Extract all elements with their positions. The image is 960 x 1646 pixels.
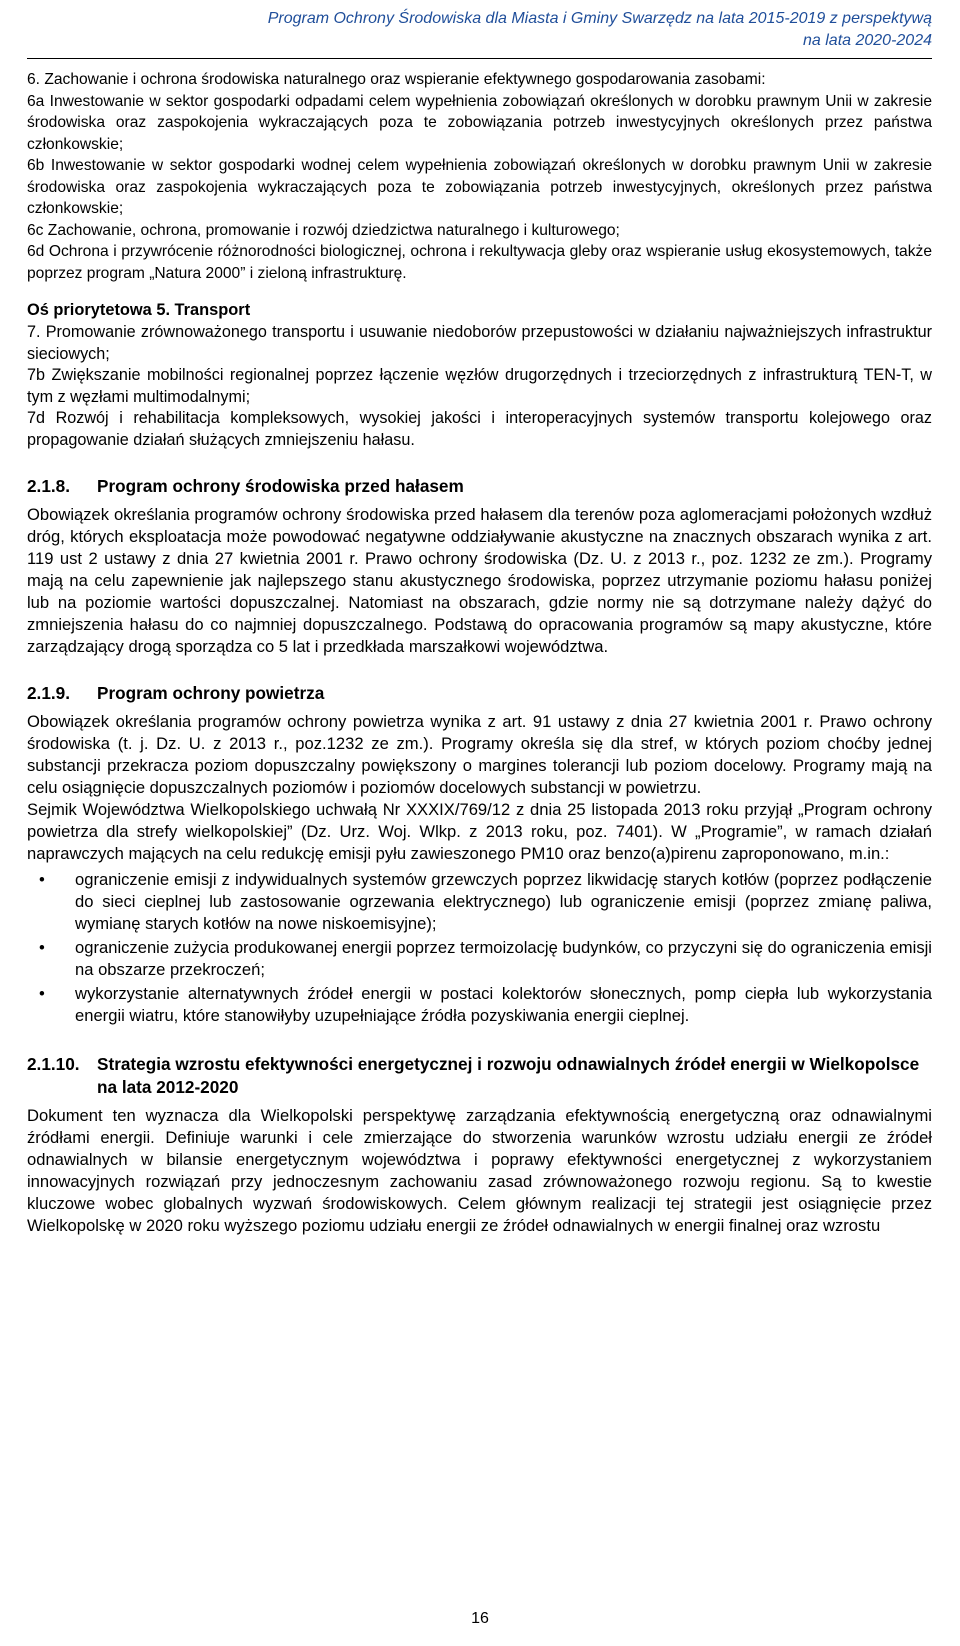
list-item-6c: 6c Zachowanie, ochrona, promowanie i rozwój dziedzictwa naturalnego i kulturowego; xyxy=(27,221,620,239)
section-number: 2.1.8. xyxy=(27,476,71,496)
list-item xyxy=(27,983,932,1027)
list-item-7d: 7d Rozwój i rehabilitacja kompleksowych, wysokiej jakości i interoperacyjnych systemów transportu kolejowego oraz propagowanie działań służących zmniejszeniu hałasu. xyxy=(27,409,932,449)
section-heading xyxy=(27,1053,932,1099)
section-title: Program ochrony środowiska przed hałasem xyxy=(97,476,464,496)
header-line-1: Program Ochrony Środowiska dla Miasta i Gminy Swarzędz na lata 2015-2019 z perspektywą xyxy=(267,10,932,27)
section-2-1-10 xyxy=(27,1053,932,1237)
section-body: Obowiązek określania programów ochrony środowiska przed hałasem dla terenów poza aglomeracjami położonych wzdłuż dróg, których eksploatacja może powodować negatywne oddziaływanie akustyczne na znacznych obszarach wynika z art. 119 ust 2 ustawy z dnia 27 kwietnia 2001 r. Prawo ochrony środowiska (Dz. U. z 2013 r., poz. 1232 ze zm.). Programy mają na celu zapewnienie jak najlepszego stanu akustycznego środowiska, poprzez utrzymanie poziomu hałasu poniżej lub na poziomie wartości dopuszczalnej. Natomiast na obszarach, gdzie normy nie są dotrzymane należy dążyć do zmniejszenia hałasu do co najmniej dopuszczalnego. Podstawą do opracowania programów są mapy akustyczne, które zarządzający drogą sporządza co 5 lat i przedkłada marszałkowi województwa. xyxy=(27,505,932,656)
list-item xyxy=(27,937,932,981)
list-item-6d: 6d Ochrona i przywrócenie różnorodności biologicznej, ochrona i rekultywacja gleby oraz wspieranie usług ekosystemowych, także poprzez program „Natura 2000” i zieloną infrastrukturę. xyxy=(27,243,932,282)
list-item-7b: 7b Zwiększanie mobilności regionalnej poprzez łączenie węzłów drugorzędnych i trzeciorzędnych z infrastrukturą TEN-T, w tym z węzłami multimodalnymi; xyxy=(27,366,932,406)
list-item xyxy=(27,869,932,935)
section-2-1-8 xyxy=(27,475,932,658)
section-title: Strategia wzrostu efektywności energetycznej i rozwoju odnawialnych źródeł energii w Wielkopolsce na lata 2012-2020 xyxy=(97,1054,920,1097)
section-number: 2.1.9. xyxy=(27,683,71,703)
page-number: 16 xyxy=(471,1610,489,1627)
section-body-paragraph-2: Sejmik Województwa Wielkopolskiego uchwałą Nr XXXIX/769/12 z dnia 25 listopada 2013 roku przyjął „Program ochrony powietrza dla strefy wielkopolskiej” (Dz. Urz. Woj. Wlkp. z 2013 roku, poz. 7401). W „Programie”, w ramach działań naprawczych mających na celu redukcję emisji pyłu zawieszonego PM10 oraz benzo(a)pirenu zaproponowano, m.in.: xyxy=(27,800,932,863)
bullet-icon: • xyxy=(39,984,45,1003)
section-heading xyxy=(27,682,932,705)
list-item-6b: 6b Inwestowanie w sektor gospodarki wodnej celem wypełnienia zobowiązań określonych w dorobku prawnym Unii w zakresie środowiska oraz zaspokojenia wykraczających poza te zobowiązania potrzeb inwestycyjnych, określonych przez państwa członkowskie; xyxy=(27,157,932,217)
section-heading xyxy=(27,475,932,498)
bullet-icon: • xyxy=(39,870,45,889)
section-body-paragraph-1: Obowiązek określania programów ochrony powietrza wynika z art. 91 ustawy z dnia 27 kwietnia 2001 r. Prawo ochrony środowiska (t. j. Dz. U. z 2013 r., poz.1232 ze zm.). Programy określa się dla stref, w których poziom choćby jednej substancji przekracza poziom dopuszczalny powiększony o margines tolerancji lub poziom docelowy. Programy mają na celu osiągnięcie dopuszczalnych poziomów i poziomów docelowych substancji w powietrzu. xyxy=(27,712,932,797)
priority-axis-title: Oś priorytetowa 5. Transport xyxy=(27,301,251,319)
measures-list xyxy=(27,869,932,1027)
list-item-text: wykorzystanie alternatywnych źródeł energii w postaci kolektorów słonecznych, pomp ciepła lub wykorzystania energii wiatru, które stanowiłyby uzupełniające źródła pozyskiwania energii cieplnej. xyxy=(75,984,932,1025)
bullet-icon: • xyxy=(39,938,45,957)
running-header xyxy=(27,0,932,52)
list-item-6: 6. Zachowanie i ochrona środowiska naturalnego oraz wspieranie efektywnego gospodarowania zasobami: xyxy=(27,71,766,88)
list-item-text: ograniczenie emisji z indywidualnych systemów grzewczych poprzez likwidację starych kotłów (poprzez podłączenie do sieci cieplnej lub zastosowanie ogrzewania elektrycznego) lub ograniczenie emisji (poprzez zmianę paliwa, wymianę starych kotłów na nowe niskoemisyjne); xyxy=(75,870,932,933)
section-title: Program ochrony powietrza xyxy=(97,683,325,703)
header-line-2: na lata 2020-2024 xyxy=(803,32,932,49)
priority-list xyxy=(27,69,932,284)
header-divider xyxy=(27,58,932,59)
list-item-6a: 6a Inwestowanie w sektor gospodarki odpadami celem wypełnienia zobowiązań określonych w dorobku prawnym Unii w zakresie środowiska oraz zaspokojenia wykraczających poza te zobowiązania potrzeb inwestycyjnych określonych przez państwa członkowskie; xyxy=(27,92,932,153)
list-item-text: ograniczenie zużycia produkowanej energii poprzez termoizolację budynków, co przyczyni się do ograniczenia emisji na obszarze przekroczeń; xyxy=(75,938,932,979)
priority-axis-5 xyxy=(27,298,932,451)
list-item-7: 7. Promowanie zrównoważonego transportu i usuwanie niedoborów przepustowości w działaniu najważniejszych infrastruktur sieciowych; xyxy=(27,323,932,363)
section-number: 2.1.10. xyxy=(27,1054,80,1074)
section-2-1-9 xyxy=(27,682,932,1027)
section-body: Dokument ten wyznacza dla Wielkopolski perspektywę zarządzania efektywnością energetyczną oraz odnawialnymi źródłami energii. Definiuje warunki i cele zmierzające do stworzenia warunków wzrostu udziału energii ze źródeł odnawialnych w bilansie energetycznym województwa i poprawy efektywności energetycznej z wykorzystaniem innowacyjnych rozwiązań przy jednoczesnym zachowaniu zasad zrównoważonego rozwoju regionu. Są to kwestie kluczowe wobec globalnych wyzwań środowiskowych. Celem głównym realizacji tej strategii jest osiągnięcie przez Wielkopolskę w 2020 roku wyższego poziomu udziału energii ze źródeł odnawialnych w energii finalnej oraz wzrostu xyxy=(27,1106,932,1235)
